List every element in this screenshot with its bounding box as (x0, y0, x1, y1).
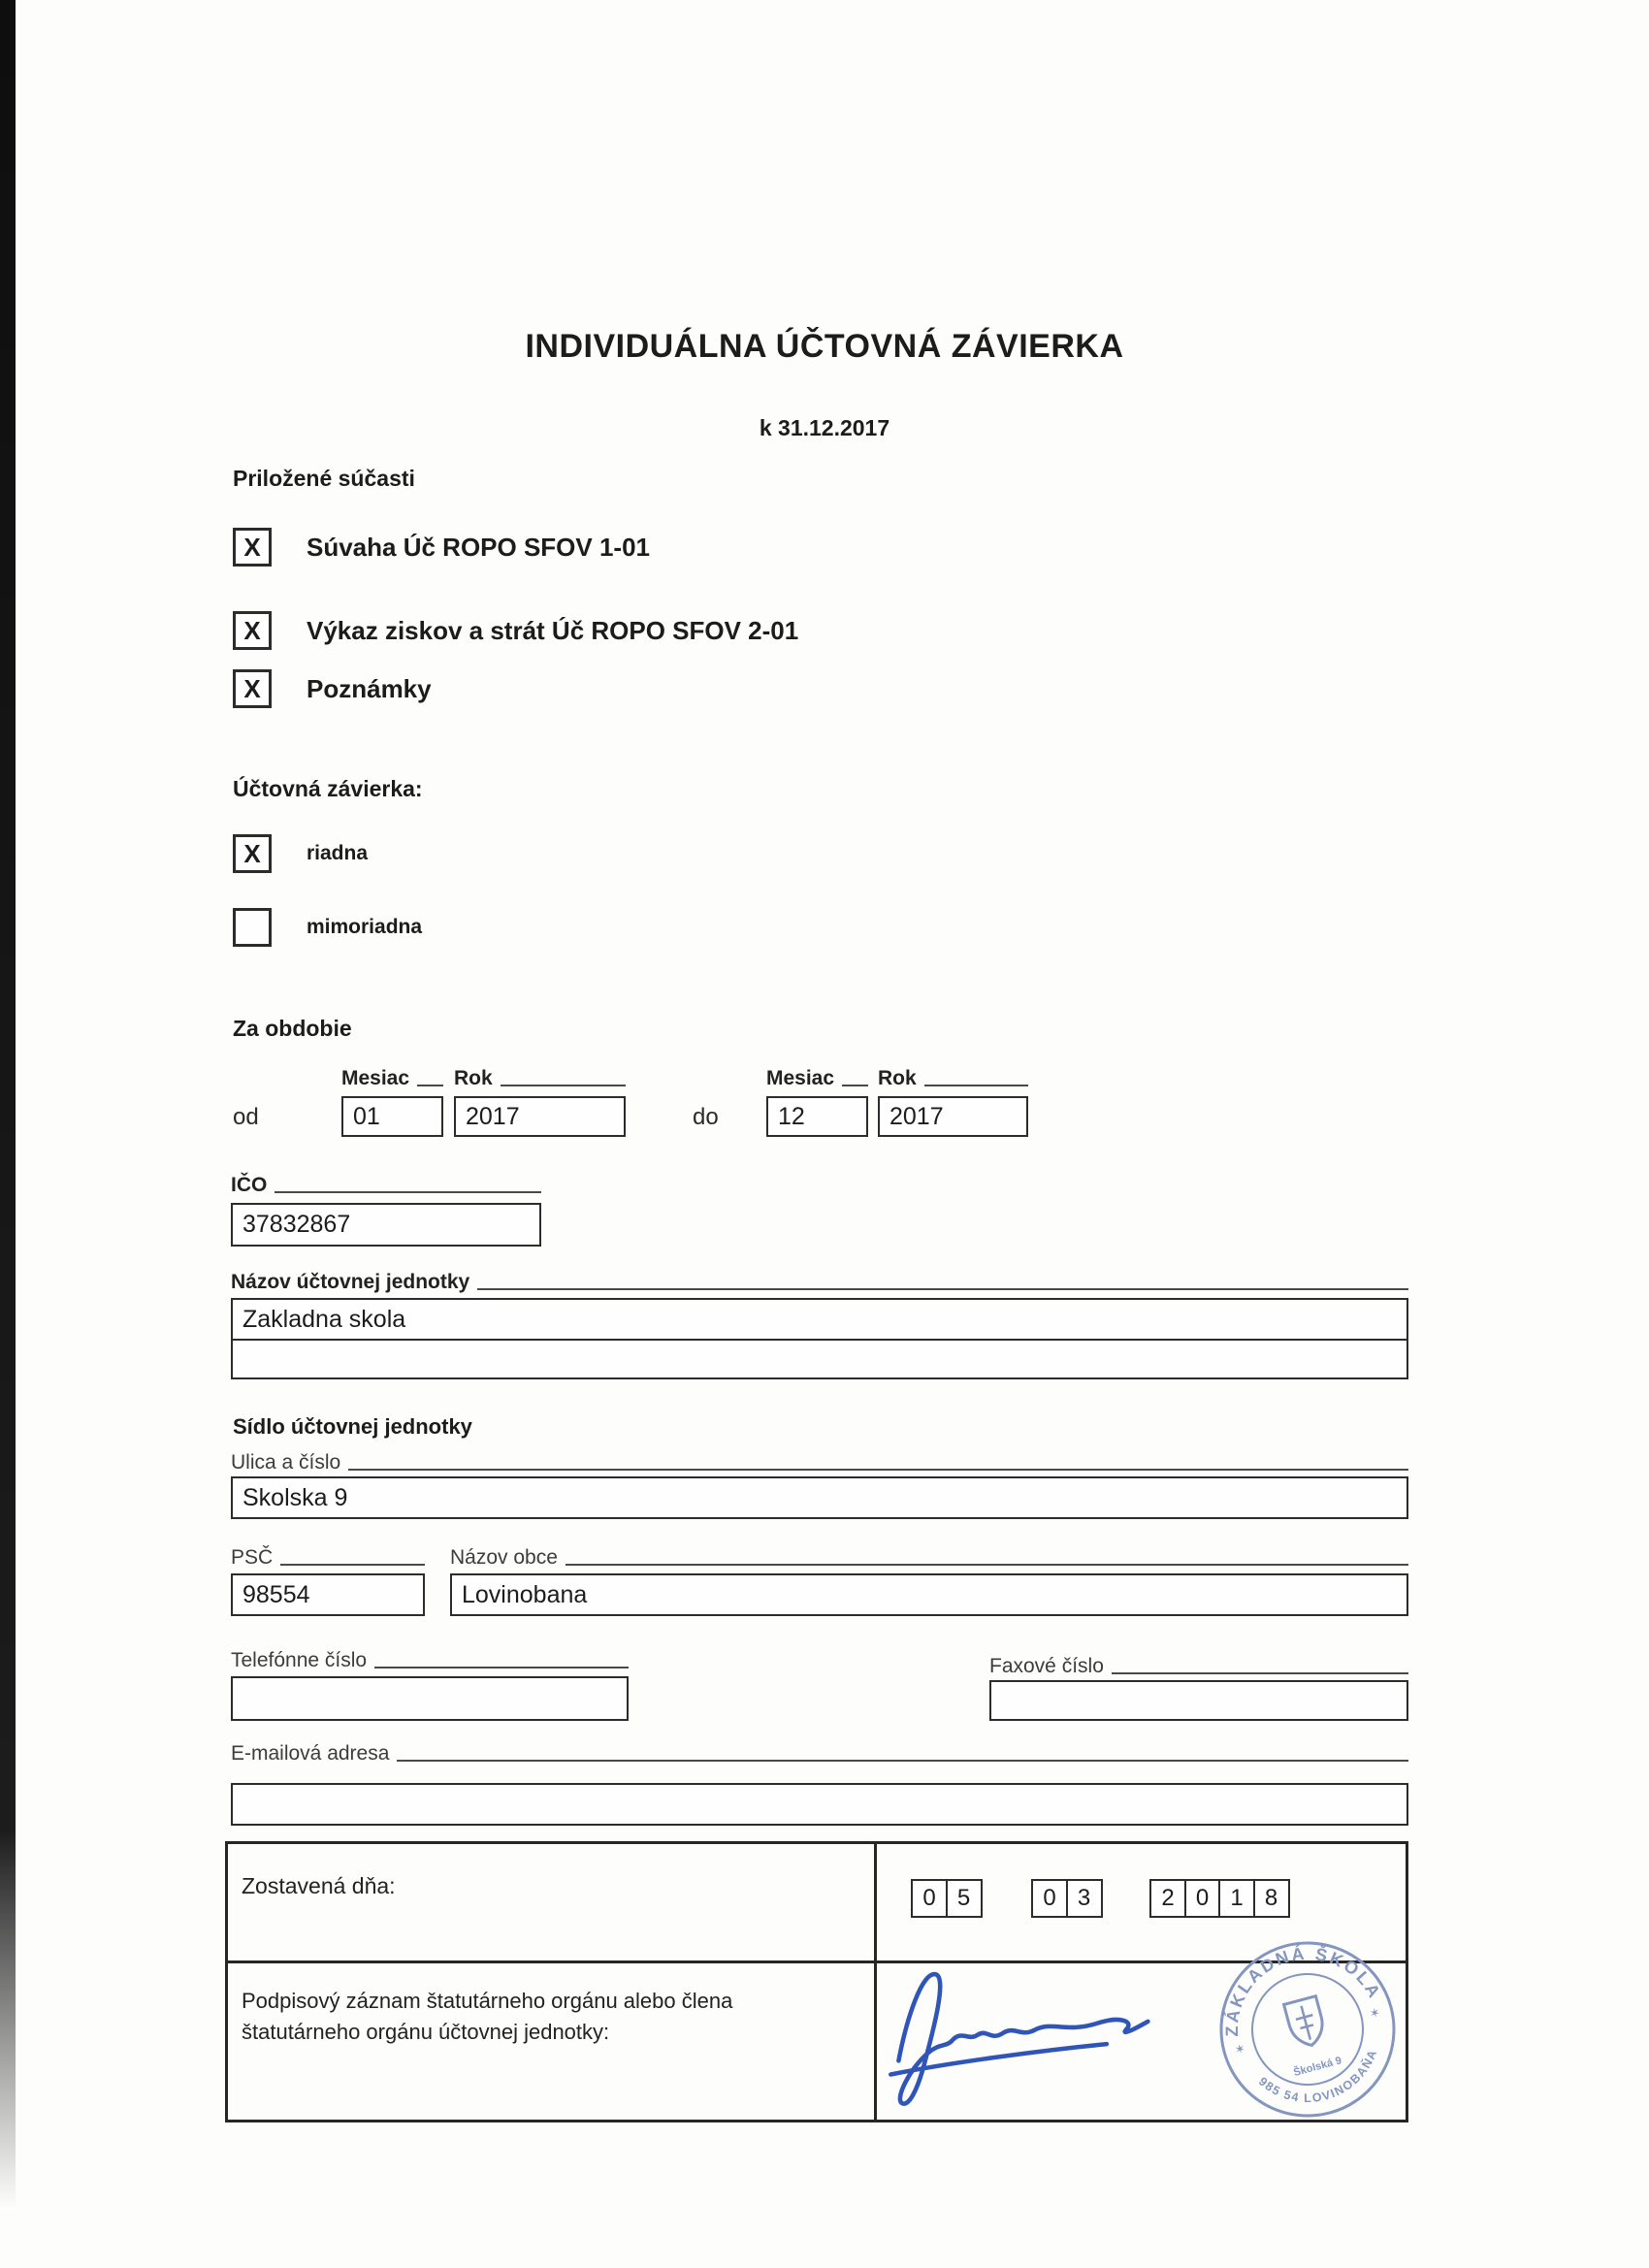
stamp-text-top: ZÁKLADNÁ ŠKOLA (1221, 1943, 1385, 2037)
rule (348, 1469, 1408, 1471)
attachment-label-suvaha: Súvaha Úč ROPO SFOV 1-01 (307, 532, 651, 562)
email-input[interactable] (231, 1783, 1408, 1826)
ulica-value: Skolska 9 (242, 1483, 348, 1511)
stamp-text-inner: Školská 9 (1292, 2055, 1343, 2080)
checkbox-vykaz[interactable] (233, 611, 272, 650)
rule (374, 1667, 629, 1669)
od-mesiac-input[interactable] (341, 1096, 443, 1137)
form-title: INDIVIDUÁLNA ÚČTOVNÁ ZÁVIERKA (525, 328, 1124, 365)
zavierka-row-mimoriadna (233, 908, 422, 947)
attachment-row-suvaha (233, 528, 650, 567)
signature-ink (868, 1951, 1198, 2118)
rok-label: Rok (454, 1067, 493, 1089)
rule (842, 1085, 868, 1086)
signature (868, 1951, 1198, 2118)
attachment-label-poznamky: Poznámky (307, 673, 432, 703)
date-month-digit-2[interactable]: 3 (1066, 1879, 1103, 1918)
stamp-text-bottom: 985 54 LOVINOBAŇA (1255, 2047, 1380, 2106)
stamp-coat-of-arms (1284, 1996, 1328, 2050)
attachment-row-vykaz (233, 611, 798, 650)
stamp-star-right: ✶ (1368, 2004, 1382, 2022)
zavierka-row-riadna (233, 834, 368, 873)
date-day-group (911, 1879, 983, 1918)
do-rok-input[interactable] (878, 1096, 1028, 1137)
rule (477, 1288, 1408, 1290)
telefon-input[interactable] (231, 1676, 629, 1721)
do-rok-label-row (878, 1067, 1028, 1090)
ico-label-row (231, 1174, 541, 1197)
mesiac-label: Mesiac (341, 1067, 410, 1089)
nazov-input-line2[interactable] (231, 1339, 1408, 1379)
email-label: E-mailová adresa (231, 1742, 390, 1765)
od-rok-input[interactable] (454, 1096, 626, 1137)
ico-label: IČO (231, 1174, 268, 1196)
date-day-digit-1[interactable]: 0 (911, 1879, 948, 1918)
podpis-label: Podpisový záznam štatutárneho orgánu alebo člena štatutárneho orgánu účtovnej jednotky: (242, 1989, 733, 2044)
od-rok-value: 2017 (466, 1102, 520, 1130)
date-month-group (1031, 1879, 1103, 1918)
form-subtitle: k 31.12.2017 (759, 415, 890, 440)
attachment-label-vykaz: Výkaz ziskov a strát Úč ROPO SFOV 2-01 (307, 615, 799, 645)
rule (566, 1564, 1408, 1566)
rule (501, 1085, 626, 1086)
od-mesiac-label-row (341, 1067, 443, 1090)
obec-label-row (450, 1546, 1408, 1570)
ulica-input[interactable] (231, 1476, 1408, 1519)
date-month-digit-1[interactable]: 0 (1031, 1879, 1068, 1918)
obec-input[interactable] (450, 1573, 1408, 1616)
fax-input[interactable] (989, 1680, 1408, 1721)
checkbox-mark: X (243, 616, 261, 645)
psc-input[interactable] (231, 1573, 425, 1616)
psc-value: 98554 (242, 1580, 310, 1608)
date-year-digit-3[interactable]: 1 (1218, 1879, 1255, 1918)
ico-value: 37832867 (242, 1211, 351, 1238)
rule (924, 1085, 1028, 1086)
zavierka-label-mimoriadna: mimoriadna (307, 916, 423, 938)
signature-table (225, 1841, 1408, 2122)
rule (417, 1085, 443, 1086)
checkbox-poznamky[interactable] (233, 669, 272, 708)
rule (1112, 1672, 1408, 1674)
attachment-row-poznamky (233, 669, 432, 708)
od-rok-label-row (454, 1067, 626, 1090)
checkbox-mark: X (243, 839, 261, 868)
od-mesiac-value: 01 (353, 1102, 380, 1130)
stamp-graphic (1195, 1917, 1421, 2143)
checkbox-suvaha[interactable] (233, 528, 272, 567)
do-label: do (693, 1104, 719, 1130)
school-stamp (1195, 1917, 1421, 2143)
obec-value: Lovinobana (462, 1580, 588, 1608)
do-rok-value: 2017 (889, 1102, 944, 1130)
date-year-digit-1[interactable]: 2 (1149, 1879, 1186, 1918)
email-label-row (231, 1742, 1408, 1766)
checkbox-mark: X (243, 533, 261, 562)
period-heading: Za obdobie (233, 1016, 352, 1041)
nazov-value: Zakladna skola (242, 1305, 406, 1333)
rule (397, 1760, 1408, 1762)
fax-label: Faxové číslo (989, 1655, 1104, 1677)
ico-input[interactable] (231, 1203, 541, 1247)
date-year-digit-2[interactable]: 0 (1184, 1879, 1221, 1918)
obec-label: Názov obce (450, 1546, 558, 1569)
attached-heading: Priložené súčasti (233, 466, 415, 491)
nazov-label-row (231, 1271, 1408, 1294)
zavierka-heading: Účtovná závierka: (233, 776, 423, 801)
ulica-label-row (231, 1451, 1408, 1474)
zavierka-label-riadna: riadna (307, 842, 369, 864)
date-day-digit-2[interactable]: 5 (946, 1879, 983, 1918)
sidlo-heading: Sídlo účtovnej jednotky (233, 1414, 472, 1439)
zostavena-label: Zostavená dňa: (242, 1873, 396, 1898)
rule (275, 1191, 541, 1193)
fax-label-row (989, 1655, 1408, 1678)
od-label: od (233, 1104, 259, 1130)
date-year-group (1149, 1879, 1290, 1918)
svg-text:ZÁKLADNÁ ŠKOLA (1204, 1924, 1386, 2041)
rule (280, 1564, 425, 1566)
nazov-input-line1[interactable] (231, 1298, 1408, 1341)
nazov-label: Názov účtovnej jednotky (231, 1271, 470, 1293)
telefon-label: Telefónne číslo (231, 1649, 368, 1671)
ulica-label: Ulica a číslo (231, 1451, 341, 1474)
checkbox-mimoriadna[interactable] (233, 908, 272, 947)
psc-label-row (231, 1546, 425, 1570)
do-mesiac-value: 12 (778, 1102, 805, 1130)
rok-label: Rok (878, 1067, 917, 1089)
checkbox-riadna[interactable] (233, 834, 272, 873)
checkbox-mark: X (243, 674, 261, 703)
mesiac-label: Mesiac (766, 1067, 835, 1089)
stamp-star-left: ✶ (1233, 2040, 1247, 2057)
psc-label: PSČ (231, 1546, 274, 1569)
do-mesiac-input[interactable] (766, 1096, 868, 1137)
do-mesiac-label-row (766, 1067, 868, 1090)
telefon-label-row (231, 1649, 629, 1672)
date-year-digit-4[interactable]: 8 (1253, 1879, 1290, 1918)
